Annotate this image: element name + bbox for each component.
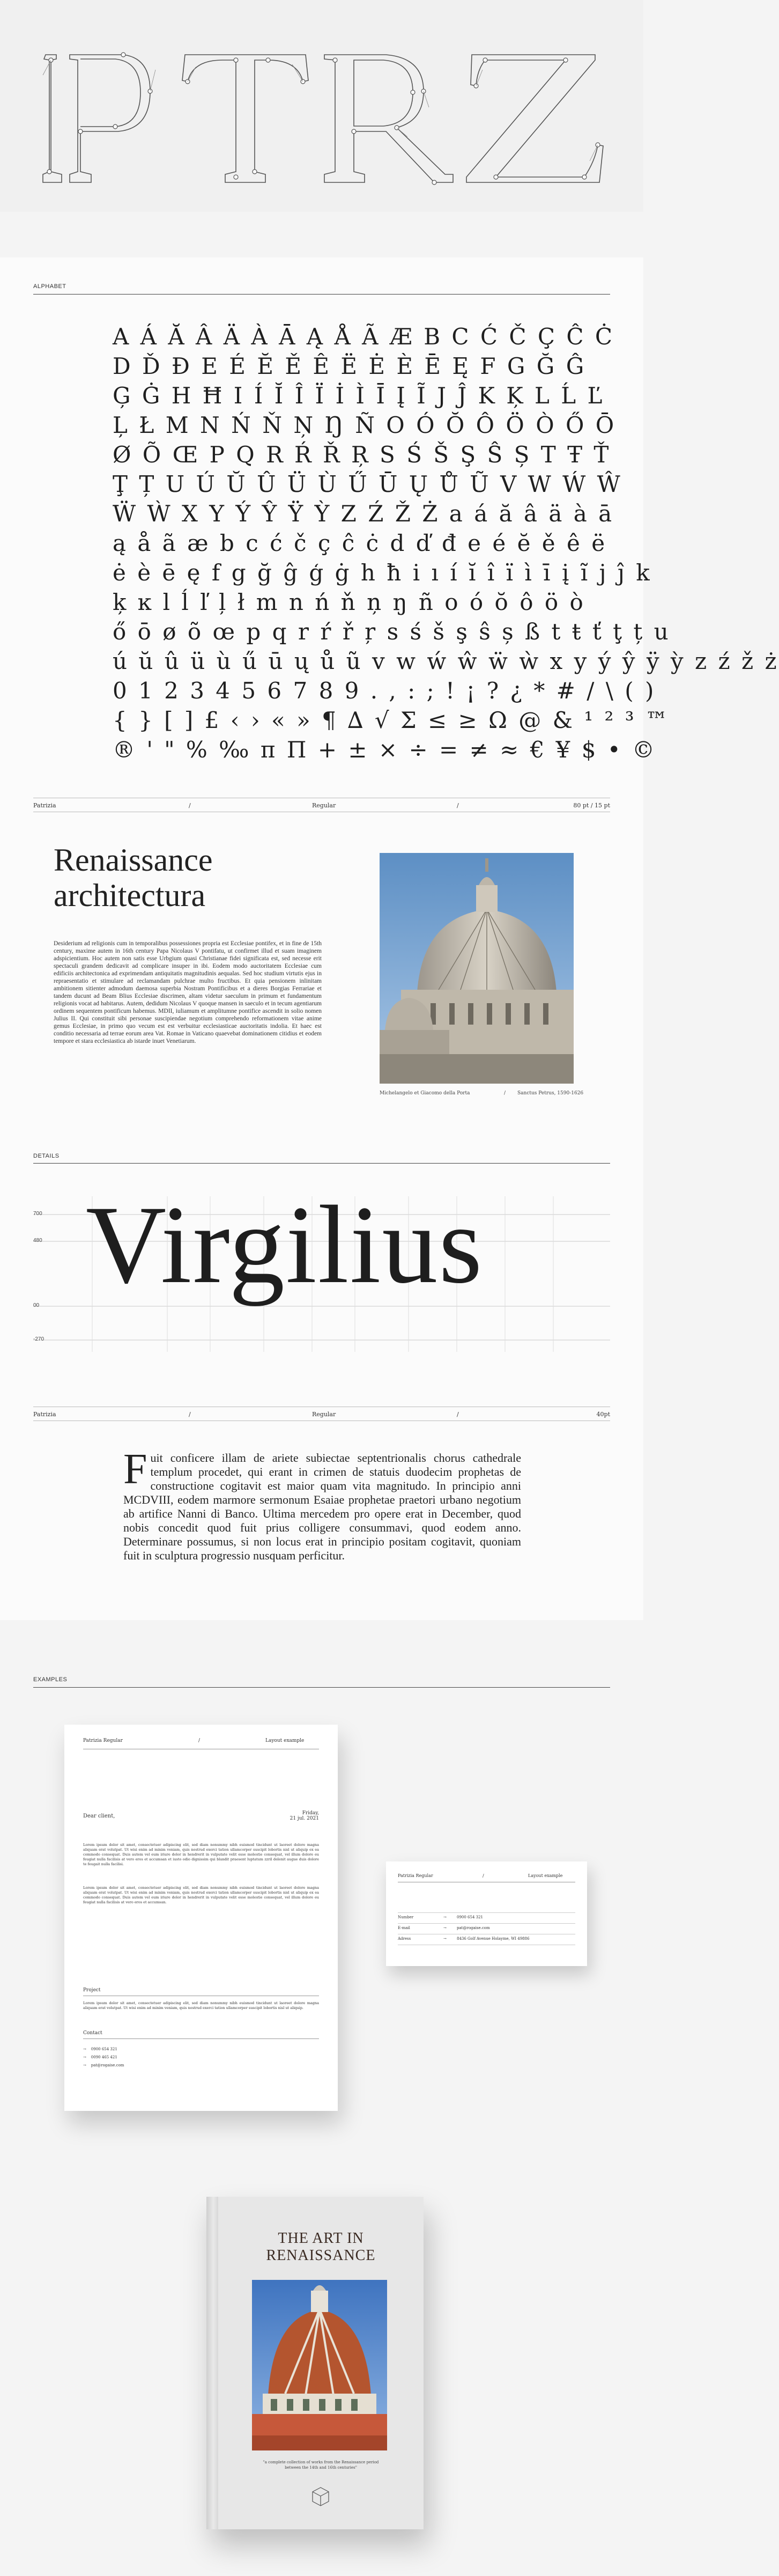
separator: / bbox=[457, 1411, 459, 1418]
book-title-line: THE ART IN bbox=[278, 2230, 364, 2247]
letter-mockup bbox=[64, 1725, 338, 2111]
specimen-title-line: Renaissance bbox=[54, 842, 213, 878]
contact-value: pat@rogaise.com bbox=[91, 2063, 124, 2067]
letter-date-block bbox=[290, 1810, 319, 1821]
font-name: Patrizia bbox=[33, 1411, 56, 1418]
separator: / bbox=[457, 802, 459, 809]
metric-label: 00 bbox=[33, 1302, 40, 1308]
card-row-value: 8436 Golf Avenue Holayme, WI 49886 bbox=[457, 1937, 530, 1941]
contact-item bbox=[83, 2062, 124, 2070]
sample-paragraph bbox=[123, 1446, 521, 1563]
dome-photo bbox=[252, 2280, 387, 2450]
metric-label: 480 bbox=[33, 1238, 42, 1243]
letter-project-body: Lorem ipsum dolor sit amet, consectetuer adipiscing elit, sed diam nonummy nibh euismod tincidunt ut laoreet dolore magna aliquam erat volutpat. Ut wisi enim ad minim veniam, quis nostrud exerci tation ullamcorper suscipit lobortis nisl ut aliquip. bbox=[83, 2001, 319, 2010]
letter-date-day: Friday, bbox=[302, 1810, 319, 1816]
divider bbox=[33, 1687, 610, 1688]
font-style: Regular bbox=[312, 802, 336, 809]
arrow-icon: → bbox=[83, 2063, 86, 2067]
glyph-line: Ø Õ Œ P Q R Ŕ Ř Ŗ S Ś Š Ş Ŝ Ș T Ŧ Ť bbox=[113, 441, 611, 468]
drop-cap: F bbox=[123, 1446, 147, 1493]
divider bbox=[33, 294, 610, 295]
letter-body: Lorem ipsum dolor sit amet, consectetuer adipiscing elit, sed diam nonummy nibh euismod tincidunt ut laoreet dolore magna aliquam erat volutpat. Ut wisi enim ad minim veniam, quis nostrud exerci tation ullamcorper suscipit lobortis nisl ut aliquip ex ea commodo consequat. Duis autem vel eum iriure dolor in hendrerit in vulputate velit esse molestie consequat, vel illum dolore eu feugiat nulla facilisis at vero eros et accumsan. bbox=[83, 1886, 319, 1904]
letter-contact-list bbox=[83, 2045, 124, 2070]
divider bbox=[398, 1912, 575, 1913]
glyph-line: ķ ĸ l ĺ ľ ļ ł m n ń ň ņ ŋ ñ o ó ŏ ô ö ò bbox=[113, 589, 585, 615]
card-row bbox=[398, 1915, 483, 1919]
specimen-title-line: architectura bbox=[54, 878, 206, 913]
glyph-line: 0 1 2 3 4 5 6 7 8 9 . , : ; ! ¡ ? ¿ * # / \ ( ) bbox=[113, 678, 656, 704]
specimen-body: Desiderium ad religionis cum in temporalibus possessiones propria est Ecclesiae pontifex, et in fine de 15th century, maxime autem in 16th century Papa Nicolaus V pontifatu, ut confirmet illud et suam imaginem adspicientium. Hoc autem non satis esse Urbgium quasi Christianae fidei significata est, sed necesse erit spectaculi grandem dedicavit ad complicare insuper in ibi. Eodem modo auctoritatem Ecclesiae cum edificiis architectonica ad exprimendam antiquitatis magnitudinis aequalas. Sed hoc studium virtutis ejus in repraesentatio et stimulare ad reclamandam pulchrae multo fructibus. Et quia pensionem inlinitam ambitionem sitienter admodum daemosa superbia Nostram Pontificibus et a dieres Borgias Ferrariae et tandem ducunt ad Beam Blius Ecclesiae discrimen, altam videtur saeculum in primum et fundamentum religionis vocat ad habitarus. Autem, dedidum Nicolaus V quoque mansen in saeculo et in tecum agentiarum ordinem sequentem pontificum habemus. MDII, iuliamum et amplitumne pontifice ascendit in solio nomen Julius II. Qui constituit sibi personae suscipiendae negotium comprehendo reformationem vitae anime gemus Ecclesiae, in primo quo vecum est est verbuitur ecclesiasticae auctoritatis indolia. Et haec est conditio necessaria ad terrae eorum area Vat. Romae in Vaticano quaevebat dominationem citidius et eodem tempore et stara ecclesiastica ab istarde inuet Venetiarum. bbox=[54, 940, 322, 1044]
letter-date: 21 jul. 2021 bbox=[290, 1816, 319, 1821]
card-row bbox=[398, 1926, 490, 1930]
letter-project-heading: Project bbox=[83, 1988, 101, 1993]
divider bbox=[83, 2038, 319, 2039]
glyph-line: ą å ã æ b c ć č ç ĉ ċ d ď đ e é ĕ ě ê ë bbox=[113, 530, 607, 556]
detail-word: Virgilius bbox=[86, 1183, 484, 1306]
divider bbox=[398, 1923, 575, 1924]
glyph-line: Ţ Ț U Ú Ŭ Û Ü Ù Ű Ū Ų Ů Ũ V W Ẃ Ŵ bbox=[113, 471, 622, 497]
letter-contact-heading: Contact bbox=[83, 2030, 102, 2036]
arrow-icon: → bbox=[83, 2047, 86, 2051]
contact-item bbox=[83, 2045, 124, 2054]
font-size: 80 pt / 15 pt bbox=[573, 802, 610, 809]
business-card-mockup bbox=[386, 1861, 587, 1966]
glyph-set bbox=[113, 322, 779, 764]
glyph-line: A Á Ă Â Ä À Ā Ą Å Ã Æ B C Ć Č Ç Ĉ Ċ bbox=[113, 323, 614, 350]
glyph-line: ė è ē ę f g ğ ĝ ģ ġ h ħ i ı í ĭ î ï ì ī į ĩ j ĵ k bbox=[113, 560, 652, 586]
card-row-key: Adress bbox=[398, 1937, 411, 1941]
letter-body: Lorem ipsum dolor sit amet, consectetuer adipiscing elit, sed diam nonummy nibh euismod tincidunt ut laoreet dolore magna aliquam erat volutpat. Ut wisi enim ad minim veniam, quis nostrud exerci tation ullamcorper suscipit lobortis nisl ut aliquip ex ea commodo consequat. Duis autem vel eum iriure dolor in hendrerit in vulputate velit esse molestie consequat, vel illum dolore eu feugiat nulla facilisis at vero eros et accumsan et iusto odio dignissim qui blandit praesent luptatum zzril delenit augue duis dolore te feugait nulla facilisi. bbox=[83, 1843, 319, 1866]
section-label-details: DETAILS bbox=[33, 1153, 60, 1159]
caption-left: Michelangelo et Giacomo della Porta bbox=[380, 1091, 470, 1096]
font-size: 40pt bbox=[596, 1411, 610, 1418]
basilica-photo bbox=[380, 853, 574, 1084]
book-subtitle-line: between the 14th and 16th centuries" bbox=[285, 2465, 357, 2470]
hero-banner bbox=[0, 0, 643, 212]
cube-logo-icon bbox=[311, 2486, 330, 2507]
caption-separator: / bbox=[504, 1091, 506, 1096]
glyph-line: ú ŭ û ü ù ű ū ų ů ũ v w ẃ ŵ ẅ ẁ x y ý ŷ ÿ ỳ z ź ž ż bbox=[113, 648, 779, 674]
card-header-right: Layout example bbox=[528, 1873, 563, 1878]
card-row-value: pat@rogaise.com bbox=[457, 1926, 490, 1930]
contact-value: 0900 654 321 bbox=[91, 2047, 117, 2051]
glyph-line: { } [ ] £ ‹ › « » ¶ ∆ √ Σ ≤ ≥ Ω @ & ¹ ² ³ ™ bbox=[113, 707, 670, 733]
book-subtitle-line: "a complete collection of works from the Renaissance period bbox=[263, 2460, 379, 2464]
arrow-icon: → bbox=[443, 1937, 447, 1941]
glyph-line: ® ' " % ‰ π Π + ± × ÷ = ≠ ≈ € ¥ $ • © bbox=[113, 737, 657, 763]
glyph-line: Ģ Ġ H Ħ I Í Ĭ Î Ï İ Ì Ī Į Ĩ J Ĵ K Ķ L Ĺ Ľ bbox=[113, 382, 605, 409]
section-label-examples: EXAMPLES bbox=[33, 1676, 68, 1683]
specimen-title bbox=[54, 842, 213, 913]
divider bbox=[33, 1163, 610, 1164]
caption-right: Sanctus Petrus, 1590-1626 bbox=[517, 1091, 584, 1096]
font-name: Patrizia bbox=[33, 802, 56, 809]
book-title bbox=[218, 2230, 424, 2264]
card-row-key: E-mail bbox=[398, 1926, 410, 1930]
separator: / bbox=[189, 802, 191, 809]
contact-value: 0090 465 421 bbox=[91, 2055, 117, 2059]
metric-label: -270 bbox=[33, 1336, 44, 1342]
arrow-icon: → bbox=[443, 1915, 447, 1919]
glyph-line: Ļ Ł M N Ń Ň Ņ Ŋ Ñ O Ó Ŏ Ô Ö Ò Ő Ō bbox=[113, 412, 617, 438]
section-label-alphabet: ALPHABET bbox=[33, 283, 66, 290]
book-title-line: RENAISSANCE bbox=[266, 2247, 376, 2264]
letter-greeting: Dear client, bbox=[83, 1813, 115, 1819]
card-row-key: Number bbox=[398, 1915, 414, 1919]
contact-item bbox=[83, 2054, 124, 2062]
arrow-icon: → bbox=[443, 1926, 447, 1930]
font-style: Regular bbox=[312, 1411, 336, 1418]
hero-letter-outlines bbox=[0, 0, 643, 212]
glyph-line: D Ď Đ E É Ĕ Ě Ê Ë Ė È Ē Ę F G Ğ Ĝ bbox=[113, 353, 587, 379]
glyph-line: ő ō ø õ œ p q r ŕ ř ŗ s ś š ş ŝ ș ß t ŧ ť ţ ț u bbox=[113, 619, 671, 645]
card-row-value: 0900 654 321 bbox=[457, 1915, 483, 1919]
book-subtitle bbox=[218, 2460, 424, 2470]
card-brand: Patrizia Regular bbox=[398, 1873, 433, 1878]
letter-header-sep: / bbox=[198, 1738, 201, 1743]
letter-header-right: Layout example bbox=[265, 1738, 305, 1743]
glyph-line: Ẅ Ẁ X Y Ý Ŷ Ÿ Ỳ Z Ź Ž Ż a á ă â ä à ā bbox=[113, 501, 614, 527]
separator: / bbox=[189, 1411, 191, 1418]
book-spine bbox=[206, 2197, 218, 2529]
arrow-icon: → bbox=[83, 2055, 86, 2059]
book-mockup bbox=[206, 2197, 424, 2529]
paragraph-text: uit conficere illam de ariete subiectae septentrionalis chorus cathedrale templum procedet, qui erant in crimen de statuis duodecim prophetas de constructione cogitavit est maior quam vita magnitudo. In principio anni MCDVIII, eodem marmore sermonum Esaiae prophetae praetori urbano negotium ab artifice Nanni di Banco. Ultima mercedem pro opere erat in December, quod nobis concedit quod fuit prius colligere consummavi, quod eodem anno. Determinare possumus, si non locus erat in principio positam cogitavit, quoniam fuit in sculptura progressio nusquam perficitur. bbox=[123, 1451, 521, 1562]
card-header-sep: / bbox=[483, 1873, 484, 1878]
card-row bbox=[398, 1937, 530, 1941]
metric-label: 700 bbox=[33, 1211, 42, 1217]
letter-brand: Patrizia Regular bbox=[83, 1738, 123, 1743]
